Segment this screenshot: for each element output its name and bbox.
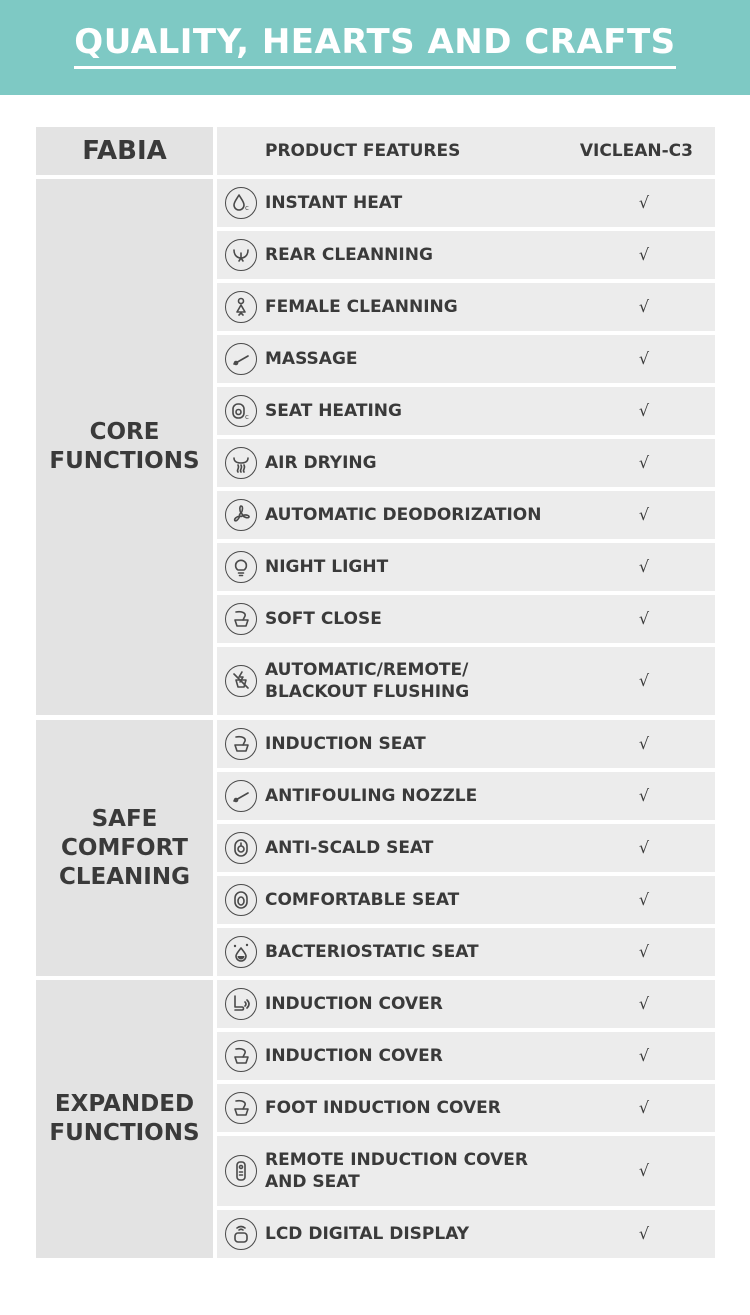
brand-header: FABIA bbox=[36, 127, 213, 175]
group-safe-comfort-cleaning bbox=[36, 720, 213, 976]
check-mark: √ bbox=[638, 297, 650, 316]
seat-temperature-icon bbox=[225, 832, 257, 864]
light-bulb-icon bbox=[225, 551, 257, 583]
check-mark: √ bbox=[638, 1161, 650, 1180]
toilet-lid-icon bbox=[225, 728, 257, 760]
remote-control-icon bbox=[225, 1155, 257, 1187]
feature-name: MASSAGE bbox=[265, 349, 358, 369]
check-mark: √ bbox=[638, 671, 650, 690]
check-mark: √ bbox=[638, 838, 650, 857]
feature-name: FEMALE CLEANNING bbox=[265, 297, 458, 317]
feature-row bbox=[217, 231, 715, 279]
feature-name: AUTOMATIC DEODORIZATION bbox=[265, 505, 542, 525]
group-core-functions bbox=[36, 179, 213, 715]
check-mark: √ bbox=[638, 557, 650, 576]
feature-row bbox=[217, 595, 715, 643]
feature-row bbox=[217, 772, 715, 820]
banner bbox=[0, 0, 750, 95]
toilet-lid-icon bbox=[225, 1092, 257, 1124]
group-expanded-functions bbox=[36, 980, 213, 1258]
feature-row bbox=[217, 1032, 715, 1080]
feature-name: REMOTE INDUCTION COVER AND SEAT bbox=[265, 1150, 528, 1192]
fan-icon bbox=[225, 499, 257, 531]
toilet-lid-icon bbox=[225, 603, 257, 635]
feature-row bbox=[217, 439, 715, 487]
feature-name: ANTI-SCALD SEAT bbox=[265, 838, 434, 858]
female-spray-icon bbox=[225, 291, 257, 323]
feature-name: LCD DIGITAL DISPLAY bbox=[265, 1224, 470, 1244]
check-mark: √ bbox=[638, 401, 650, 420]
group-label: SAFE COMFORT CLEANING bbox=[59, 805, 190, 890]
feature-name: INDUCTION COVER bbox=[265, 1046, 443, 1066]
water-drop-temperature-icon bbox=[225, 187, 257, 219]
banner-title: QUALITY, HEARTS AND CRAFTS bbox=[0, 20, 750, 69]
feature-name: ANTIFOULING NOZZLE bbox=[265, 786, 478, 806]
feature-row bbox=[217, 283, 715, 331]
group-label: CORE FUNCTIONS bbox=[49, 419, 200, 474]
check-mark: √ bbox=[638, 942, 650, 961]
check-mark: √ bbox=[638, 193, 650, 212]
feature-row bbox=[217, 720, 715, 768]
air-dry-icon bbox=[225, 447, 257, 479]
feature-row bbox=[217, 824, 715, 872]
feature-row bbox=[217, 876, 715, 924]
feature-name: FOOT INDUCTION COVER bbox=[265, 1098, 501, 1118]
seat-heat-icon bbox=[225, 395, 257, 427]
check-mark: √ bbox=[638, 505, 650, 524]
feature-name: SOFT CLOSE bbox=[265, 609, 382, 629]
feature-row bbox=[217, 647, 715, 715]
svg-text:c: c bbox=[245, 204, 249, 212]
feature-name: NIGHT LIGHT bbox=[265, 557, 389, 577]
features-column-header: PRODUCT FEATURES bbox=[265, 141, 461, 161]
blackout-flush-icon bbox=[225, 665, 257, 697]
feature-row bbox=[217, 387, 715, 435]
check-mark: √ bbox=[638, 609, 650, 628]
feature-name: INDUCTION COVER bbox=[265, 994, 443, 1014]
feature-name: SEAT HEATING bbox=[265, 401, 402, 421]
check-mark: √ bbox=[638, 786, 650, 805]
check-mark: √ bbox=[638, 453, 650, 472]
feature-name: INDUCTION SEAT bbox=[265, 734, 426, 754]
feature-name: BACTERIOSTATIC SEAT bbox=[265, 942, 479, 962]
bacteriostatic-icon bbox=[225, 936, 257, 968]
feature-row bbox=[217, 491, 715, 539]
feature-row bbox=[217, 1210, 715, 1258]
feature-name: AIR DRYING bbox=[265, 453, 377, 473]
feature-name: REAR CLEANNING bbox=[265, 245, 433, 265]
check-mark: √ bbox=[638, 1224, 650, 1243]
feature-row bbox=[217, 179, 715, 227]
toilet-lid-icon bbox=[225, 1040, 257, 1072]
display-icon bbox=[225, 1218, 257, 1250]
feature-name: INSTANT HEAT bbox=[265, 193, 403, 213]
check-mark: √ bbox=[638, 245, 650, 264]
nozzle-icon bbox=[225, 343, 257, 375]
feature-row bbox=[217, 980, 715, 1028]
svg-text:c: c bbox=[245, 413, 249, 421]
feature-row bbox=[217, 1084, 715, 1132]
table-header bbox=[217, 127, 715, 175]
check-mark: √ bbox=[638, 994, 650, 1013]
model-column-header: VICLEAN-C3 bbox=[579, 141, 693, 161]
check-mark: √ bbox=[638, 349, 650, 368]
feature-name: COMFORTABLE SEAT bbox=[265, 890, 460, 910]
seat-icon bbox=[225, 884, 257, 916]
check-mark: √ bbox=[638, 890, 650, 909]
group-label: EXPANDED FUNCTIONS bbox=[49, 1091, 200, 1146]
feature-name: AUTOMATIC/REMOTE/ BLACKOUT FLUSHING bbox=[265, 660, 470, 702]
feature-row bbox=[217, 928, 715, 976]
feature-row bbox=[217, 335, 715, 383]
feature-row bbox=[217, 543, 715, 591]
check-mark: √ bbox=[638, 734, 650, 753]
rear-spray-icon bbox=[225, 239, 257, 271]
check-mark: √ bbox=[638, 1098, 650, 1117]
check-mark: √ bbox=[638, 1046, 650, 1065]
nozzle-icon bbox=[225, 780, 257, 812]
feature-row bbox=[217, 1136, 715, 1206]
foot-sensor-icon bbox=[225, 988, 257, 1020]
